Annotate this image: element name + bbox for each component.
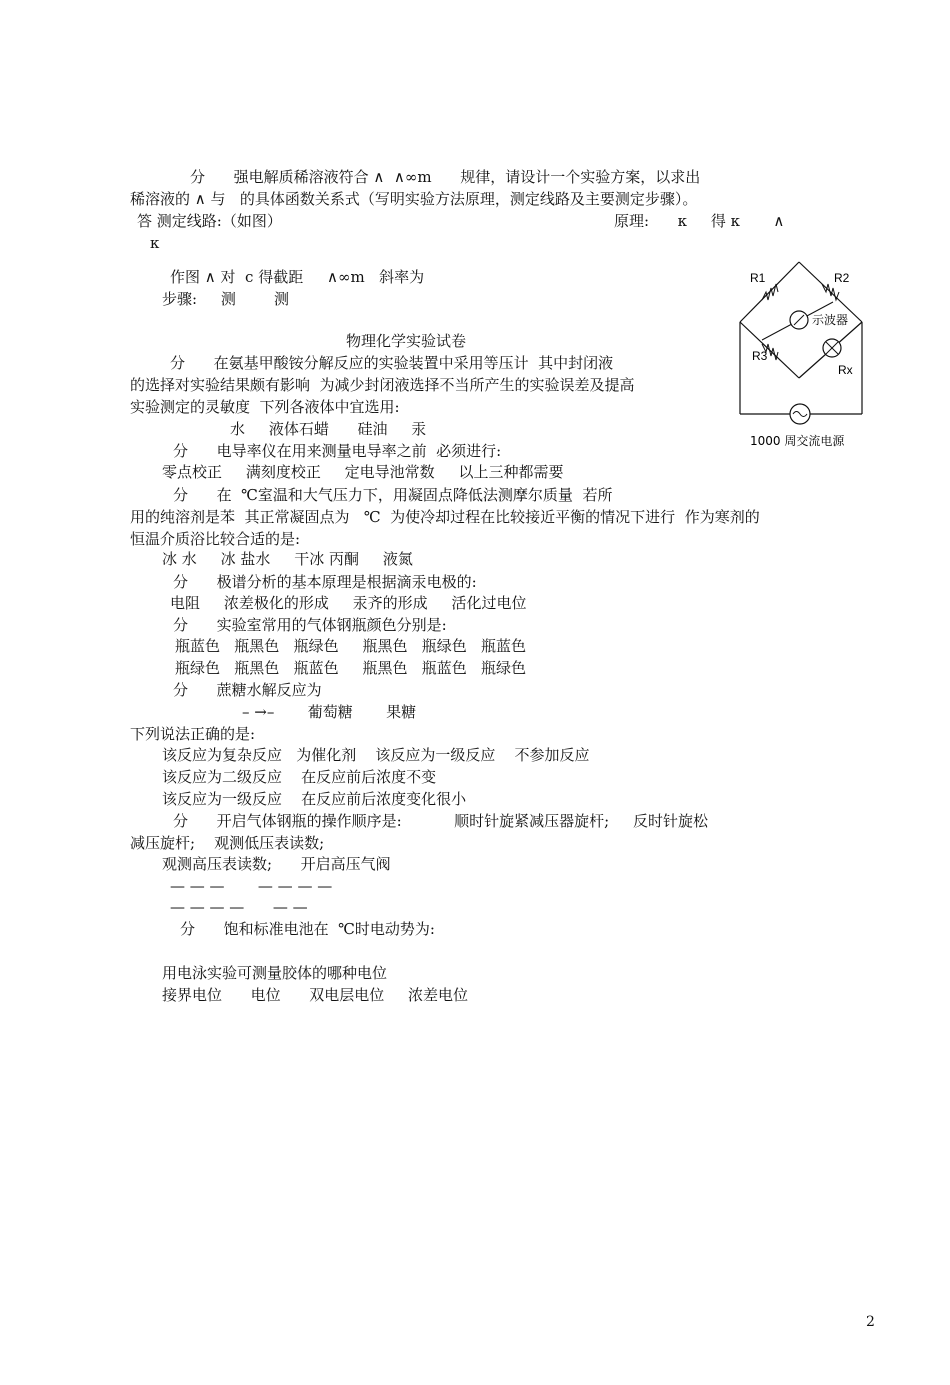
text-line: κ (150, 234, 160, 252)
text-line: 用的纯溶剂是苯 其正常凝固点为 ℃ 为使冷却过程在比较接近平衡的情况下进行 作为寒剂的 (130, 508, 760, 526)
text-line: 分 饱和标准电池在 ℃时电动势为: (180, 920, 435, 938)
text-line: 减压旋杆; 观测低压表读数; (130, 834, 325, 852)
oscilloscope-label: 示波器 (812, 313, 849, 327)
text-line: 恒温介质浴比较合适的是: (130, 530, 301, 548)
source-label: 1000 周交流电源 (750, 434, 845, 448)
text-line: 冰 水 冰 盐水 干冰 丙酮 液氮 (162, 550, 413, 568)
text-line: 分 在 ℃室温和大气压力下，用凝固点降低法测摩尔质量 若所 (173, 486, 613, 504)
text-line: 瓶蓝色 瓶黑色 瓶绿色 瓶黑色 瓶绿色 瓶蓝色 (175, 637, 527, 655)
text-line: – →– 葡萄糖 果糖 (242, 703, 417, 721)
text-line: 答 测定线路:（如图） (137, 212, 282, 230)
bridge-circuit-diagram (736, 256, 872, 456)
text-line: 作图 ∧ 对 c 得截距 ∧∞m 斜率为 (170, 268, 425, 286)
r1-label: R1 (750, 271, 766, 285)
text-line: 观测高压表读数; 开启高压气阀 (162, 855, 391, 873)
text-line: 接界电位 电位 双电层电位 浓差电位 (162, 986, 469, 1004)
r2-label: R2 (834, 271, 850, 285)
text-line: — — — — — — (170, 898, 308, 916)
text-line: 原理: κ 得 κ ∧ (614, 212, 785, 230)
text-line: 分 蔗糖水解反应为 (173, 681, 322, 699)
text-line: 零点校正 满刻度校正 定电导池常数 以上三种都需要 (162, 463, 564, 481)
text-line: 稀溶液的 ∧ 与 的具体函数关系式（写明实验方法原理，测定线路及主要测定步骤）。 (130, 190, 698, 208)
text-line: 的选择对实验结果颇有影响 为减少封闭液选择不当所产生的实验误差及提高 (130, 376, 635, 394)
text-line: 水 液体石蜡 硅油 汞 (230, 420, 427, 438)
text-line: 物理化学实验试卷 (346, 332, 467, 350)
r3-label: R3 (752, 349, 768, 363)
text-line: 该反应为一级反应 在反应前后浓度变化很小 (162, 790, 467, 808)
text-line: 分 电导率仪在用来测量电导率之前 必须进行: (173, 442, 502, 460)
text-line: 瓶绿色 瓶黑色 瓶蓝色 瓶黑色 瓶蓝色 瓶绿色 (175, 659, 527, 677)
text-line: 下列说法正确的是: (130, 725, 256, 743)
text-line: 步骤: 测 测 (162, 290, 290, 308)
text-line: 电阻 浓差极化的形成 汞齐的形成 活化过电位 (170, 594, 527, 612)
text-line: 分 强电解质稀溶液符合 ∧ ∧∞m 规律，请设计一个实验方案，以求出 (190, 168, 701, 186)
rx-label: Rx (838, 363, 853, 377)
text-line: 该反应为复杂反应 为催化剂 该反应为一级反应 不参加反应 (162, 746, 590, 764)
text-line: 分 实验室常用的气体钢瓶颜色分别是: (173, 616, 447, 634)
text-line: 分 极谱分析的基本原理是根据滴汞电极的: (173, 573, 477, 591)
page-number: 2 (866, 1314, 875, 1330)
text-line: — — — — — — — (170, 877, 333, 895)
text-line: 分 开启气体钢瓶的操作顺序是: 顺时针旋紧减压器旋杆; 反时针旋松 (173, 812, 709, 830)
text-line: 该反应为二级反应 在反应前后浓度不变 (162, 768, 437, 786)
text-line: 实验测定的灵敏度 下列各液体中宜选用: (130, 398, 400, 416)
text-line: 用电泳实验可测量胶体的哪种电位 (162, 964, 388, 982)
text-line: 分 在氨基甲酸铵分解反应的实验装置中采用等压计 其中封闭液 (170, 354, 614, 372)
